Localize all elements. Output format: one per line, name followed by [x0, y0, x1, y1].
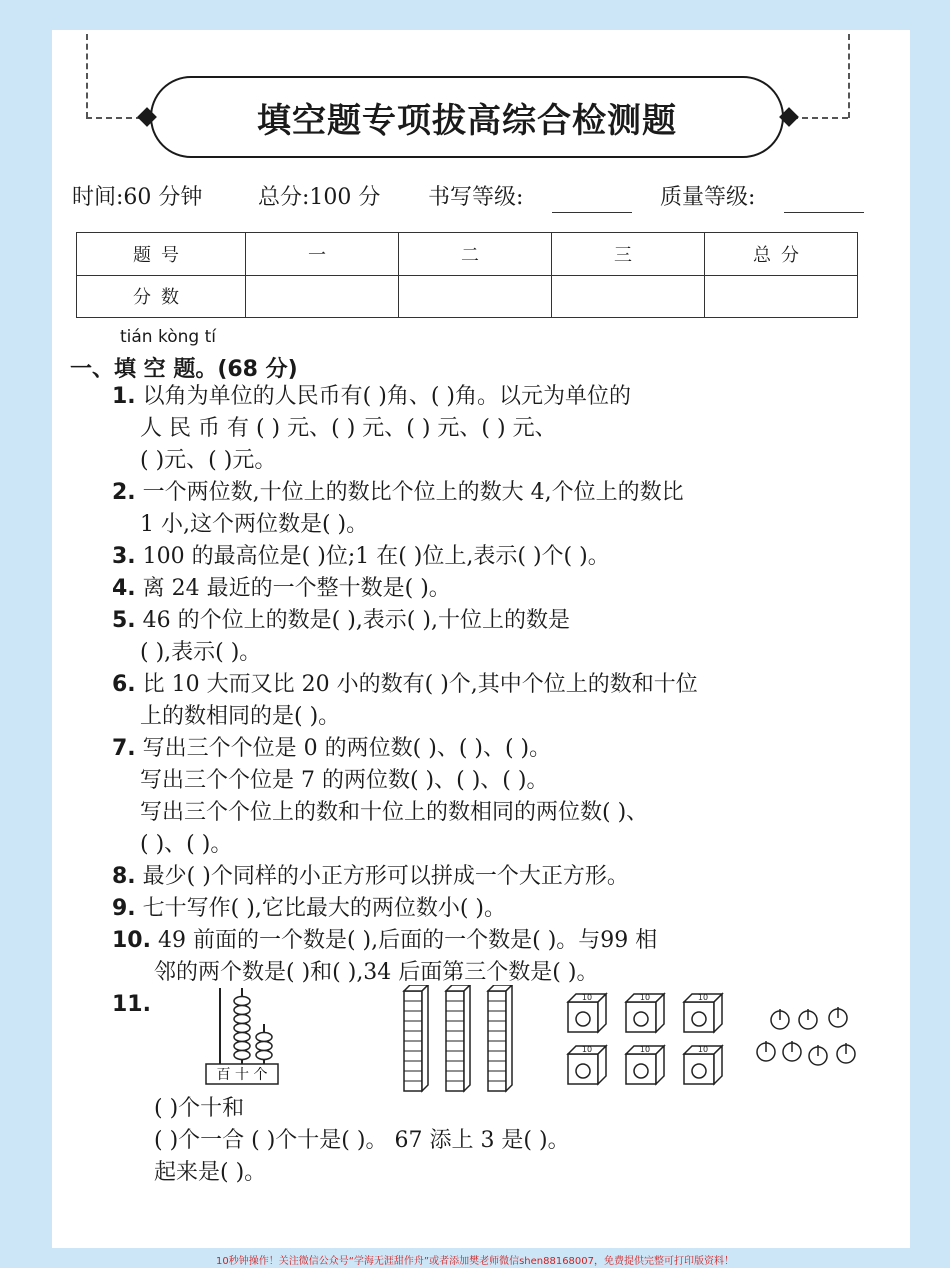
table-cell: 题号 [77, 233, 246, 276]
question-number: 5. [112, 608, 136, 633]
abacus-figure [204, 984, 284, 1089]
question-text: 七十写作( ),它比最大的两位数小( )。 [142, 896, 506, 921]
score-cell[interactable] [246, 275, 399, 318]
question-number: 2. [112, 480, 136, 505]
unit-circles-figure [754, 1004, 858, 1072]
question-4-line-1 [112, 574, 451, 604]
question-text: 一个两位数,十位上的数比个位上的数大 4,个位上的数比 [142, 480, 684, 505]
question-text: 比 10 大而又比 20 小的数有( )个,其中个位上的数和十位 [142, 672, 698, 697]
score-cell[interactable] [552, 275, 705, 318]
writing-grade-blank[interactable] [552, 212, 632, 213]
box-label: 10 [639, 1045, 651, 1054]
question-11-line-2: ( )个一合 ( )个十是( )。 67 添上 3 是( )。 [154, 1128, 570, 1153]
score-cell[interactable] [399, 275, 552, 318]
title-dashed-left-horizontal [86, 117, 142, 119]
ten-boxes-drawing [566, 990, 732, 1090]
question-5-line-1 [112, 606, 570, 636]
question-11-number [112, 990, 151, 1020]
question-number: 7. [112, 736, 136, 761]
total-score-label: 总分:100 分 [258, 185, 381, 210]
question-text: 49 前面的一个数是( ),后面的一个数是( )。与99 相 [157, 928, 658, 953]
table-cell: 二 [399, 233, 552, 276]
box-label: 10 [581, 1045, 593, 1054]
question-1-line-2: 人 民 币 有 ( ) 元、( ) 元、( ) 元、( ) 元、 [140, 416, 557, 441]
abacus-label: 百 十 个 [216, 1067, 268, 1083]
footer-promo-text: 10秒钟操作！关注微信公众号“学海无涯甜作舟”或者添加樊老师微信shen88168007，免费提供完整可打印版资料！ [215, 1256, 735, 1267]
ten-rods-figure [400, 985, 520, 1093]
score-table-header-row [77, 233, 858, 276]
question-5-line-2: ( ),表示( )。 [140, 640, 262, 665]
score-table [76, 232, 858, 318]
table-cell: 总分 [705, 233, 858, 276]
question-1-line-1 [112, 382, 631, 412]
title-dashed-right-horizontal [792, 117, 848, 119]
question-number: 11. [112, 992, 151, 1017]
table-cell: 一 [246, 233, 399, 276]
question-7-line-3: 写出三个个位上的数和十位上的数相同的两位数( )、 [140, 800, 649, 825]
question-text: 46 的个位上的数是( ),表示( ),十位上的数是 [142, 608, 570, 633]
question-text: 写出三个个位是 0 的两位数( )、( )、( )。 [142, 736, 552, 761]
question-10-line-2: 邻的两个数是( )和( ),34 后面第三个数是( )。 [154, 960, 599, 985]
question-2-line-2: 1 小,这个两位数是( )。 [140, 512, 369, 537]
box-label: 10 [581, 993, 593, 1002]
question-8-line-1 [112, 862, 629, 892]
quality-grade-label: 质量等级: [660, 185, 756, 210]
unit-circles-drawing [754, 1004, 858, 1072]
question-7-line-4: ( )、( )。 [140, 832, 233, 857]
abacus-drawing [204, 984, 284, 1089]
question-11-line-1: ( )个十和 [154, 1096, 245, 1121]
question-6-line-1 [112, 670, 698, 700]
question-number: 6. [112, 672, 136, 697]
box-label: 10 [639, 993, 651, 1002]
page-title: 填空题专项拔高综合检测题 [257, 100, 677, 141]
question-number: 8. [112, 864, 136, 889]
section-heading: 一、填 空 题。(68 分) [70, 357, 298, 382]
box-label: 10 [697, 1045, 709, 1054]
question-11-line-3: 起来是( )。 [154, 1160, 267, 1185]
question-number: 4. [112, 576, 136, 601]
title-dashed-left-vertical [86, 34, 88, 118]
question-10-line-1 [112, 926, 657, 956]
question-3-line-1 [112, 542, 610, 572]
writing-grade-label: 书写等级: [428, 185, 524, 210]
section-pinyin: tián kòng tí [120, 327, 216, 347]
question-7-line-1 [112, 734, 551, 764]
question-6-line-2: 上的数相同的是( )。 [140, 704, 341, 729]
question-text: 离 24 最近的一个整十数是( )。 [142, 576, 451, 601]
box-label: 10 [697, 993, 709, 1002]
question-text: 最少( )个同样的小正方形可以拼成一个大正方形。 [142, 864, 629, 889]
info-line [72, 180, 872, 216]
question-9-line-1 [112, 894, 506, 924]
question-7-line-2: 写出三个个位是 7 的两位数( )、( )、( )。 [140, 768, 549, 793]
question-number: 9. [112, 896, 136, 921]
question-number: 3. [112, 544, 136, 569]
table-cell: 分数 [77, 275, 246, 318]
table-cell: 三 [552, 233, 705, 276]
score-table-score-row [77, 275, 858, 318]
title-dashed-right-vertical [848, 34, 850, 118]
title-banner [150, 76, 784, 158]
question-text: 100 的最高位是( )位;1 在( )位上,表示( )个( )。 [142, 544, 610, 569]
time-label: 时间:60 分钟 [72, 185, 203, 210]
question-number: 1. [112, 384, 136, 409]
question-number: 10. [112, 928, 151, 953]
question-1-line-3: ( )元、( )元。 [140, 448, 277, 473]
ten-rods-drawing [400, 985, 520, 1093]
score-cell[interactable] [705, 275, 858, 318]
question-text: 以角为单位的人民币有( )角、( )角。以元为单位的 [142, 384, 631, 409]
quality-grade-blank[interactable] [784, 212, 864, 213]
question-2-line-1 [112, 478, 684, 508]
ten-boxes-figure [566, 990, 732, 1090]
